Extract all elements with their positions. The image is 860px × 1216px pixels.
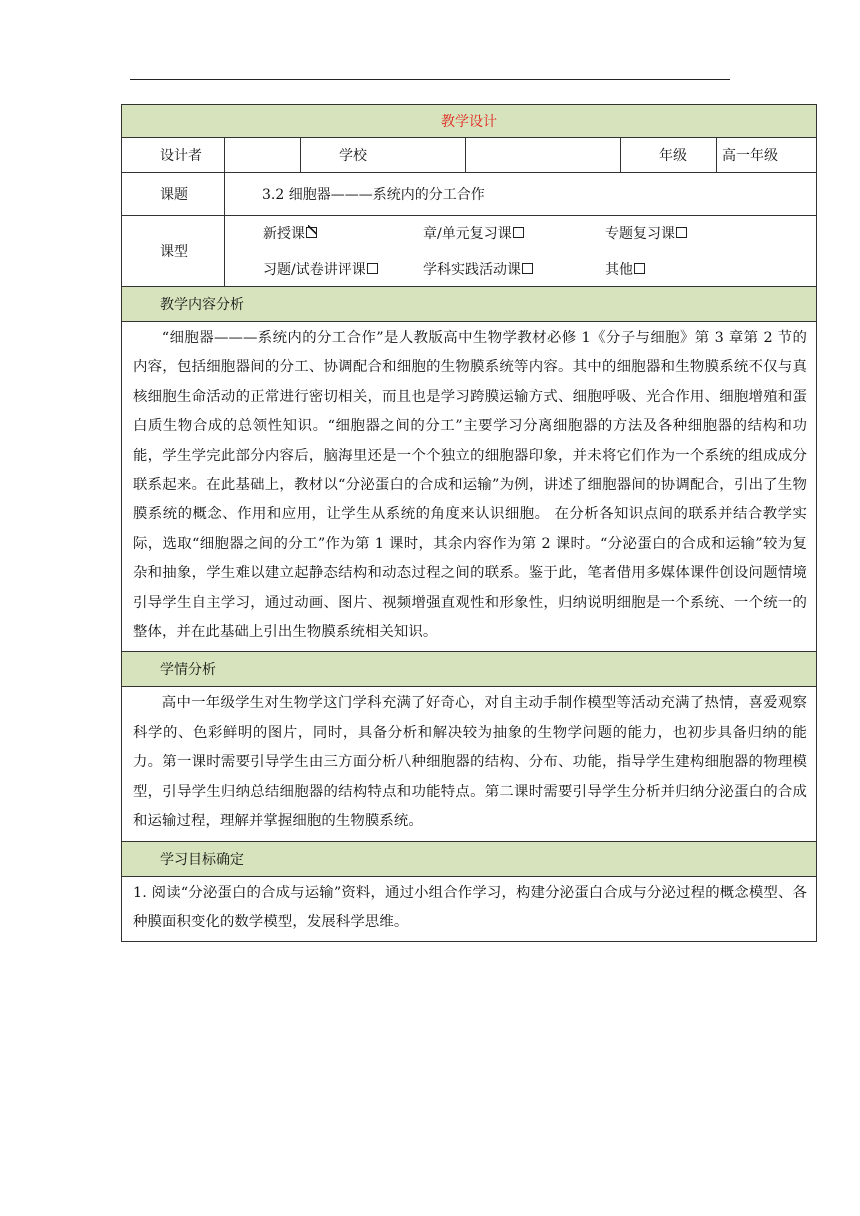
checkbox-icon[interactable] bbox=[367, 263, 378, 274]
objectives-cell bbox=[122, 876, 817, 942]
lesson-type-options bbox=[225, 216, 817, 287]
lesson-type-option-label: 习题/试卷讲评课 bbox=[263, 262, 366, 278]
lesson-type-option[interactable] bbox=[605, 223, 745, 243]
lesson-type-option-label: 章/单元复习课 bbox=[423, 226, 512, 242]
lesson-type-option-label: 专题复习课 bbox=[605, 226, 675, 242]
topic-label: 课题 bbox=[122, 173, 225, 216]
content-analysis-text: “细胞器———系统内的分工合作”是人教版高中生物学教材必修 1《分子与细胞》第 3 章第 2 节的内容，包括细胞器间的分工、协调配合和细胞的生物膜系统等内容。其中的细胞器和生物膜系统不仅与真核细胞生命活动的正常进行密切相关，而且也是学习跨膜运输方式、细胞呼吸、光合作用、细胞增殖和蛋白质生物合成的总领性知识。“细胞器之间的分工”主要学习分离细胞器的方法及各种细胞器的结构和功能，学生学完此部分内容后，脑海里还是一个个独立的细胞器印象，并未将它们作为一个系统的组成成分联系起来。在此基础上，教材以“分泌蛋白的合成和运输”为例，讲述了细胞器间的协调配合，引出了生物膜系统的概念、作用和应用，让学生从系统的角度来认识细胞。 在分析各知识点间的联系并结合教学实际，选取“细胞器之间的分工”作为第 1 课时，其余内容作为第 2 课时。“分泌蛋白的合成和运输”较为复杂和抽象，学生难以建立起静态结构和动态过程之间的联系。鉴于此，笔者借用多媒体课件创设问题情境引导学生自主学习，通过动画、图片、视频增强直观性和形象性，归纳说明细胞是一个系统、一个统一的整体，并在此基础上引出生物膜系统相关知识。 bbox=[133, 330, 808, 641]
checkbox-icon[interactable] bbox=[522, 263, 533, 274]
lesson-type-option[interactable] bbox=[423, 259, 605, 279]
lesson-type-option[interactable] bbox=[605, 259, 745, 279]
lesson-type-option-label: 学科实践活动课 bbox=[423, 262, 521, 278]
school-value bbox=[466, 138, 621, 173]
grade-label: 年级 bbox=[621, 138, 717, 173]
lesson-type-option-label: 新授课 bbox=[263, 226, 305, 242]
checkbox-icon[interactable] bbox=[634, 263, 645, 274]
checkbox-icon[interactable] bbox=[513, 227, 524, 238]
student-analysis-heading: 学情分析 bbox=[122, 652, 817, 687]
student-analysis-text: 高中一年级学生对生物学这门学科充满了好奇心，对自主动手制作模型等活动充满了热情，喜爱观察科学的、色彩鲜明的图片，同时，具备分析和解决较为抽象的生物学问题的能力，也初步具备归纳的能力。第一课时需要引导学生由三方面分析八种细胞器的结构、分布、功能，指导学生建构细胞器的物理模型，引导学生归纳总结细胞器的结构特点和功能特点。第二课时需要引导学生分析并归纳分泌蛋白的合成和运输过程，理解并掌握细胞的生物膜系统。 bbox=[133, 695, 808, 830]
school-label: 学校 bbox=[301, 138, 466, 173]
objectives-text: 1. 阅读“分泌蛋白的合成与运输”资料，通过小组合作学习，构建分泌蛋白合成与分泌过程的概念模型、各种膜面积变化的数学模型，发展科学思维。 bbox=[133, 884, 808, 930]
objectives-heading: 学习目标确定 bbox=[122, 841, 817, 876]
lesson-type-option[interactable] bbox=[263, 223, 423, 243]
lesson-type-option-label: 其他 bbox=[605, 262, 633, 278]
lesson-type-option[interactable] bbox=[263, 259, 423, 279]
grade-value: 高一年级 bbox=[717, 138, 817, 173]
designer-value bbox=[225, 138, 301, 173]
table-title: 教学设计 bbox=[122, 105, 817, 138]
content-analysis-heading: 教学内容分析 bbox=[122, 287, 817, 322]
student-analysis-cell bbox=[122, 687, 817, 841]
content-analysis-cell bbox=[122, 322, 817, 652]
checkbox-icon[interactable] bbox=[676, 227, 687, 238]
header-rule bbox=[130, 79, 730, 80]
designer-label: 设计者 bbox=[122, 138, 225, 173]
lesson-plan-table bbox=[121, 104, 808, 942]
checked-box-icon[interactable] bbox=[306, 227, 317, 238]
lesson-type-option[interactable] bbox=[423, 223, 605, 243]
lesson-type-label: 课型 bbox=[122, 216, 225, 287]
topic-value: 3.2 细胞器———系统内的分工合作 bbox=[225, 173, 817, 216]
